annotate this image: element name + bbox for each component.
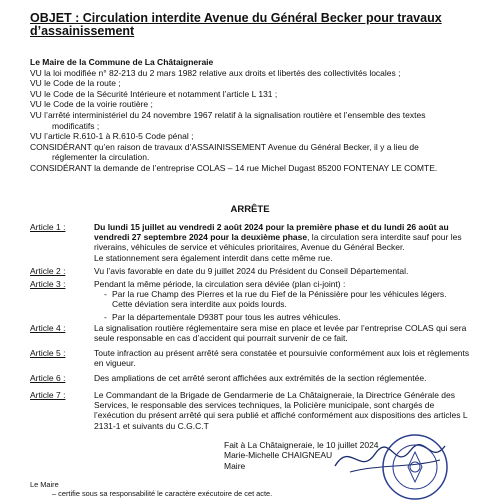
vu-line: VU le Code de la route ; bbox=[30, 78, 121, 89]
article-text: Toute infraction au présent arrêté sera constatée et poursuivie conformément aux lois et règlements en vigueur. bbox=[94, 348, 470, 369]
article-label: Article 3 : bbox=[30, 279, 66, 289]
objet-heading bbox=[30, 12, 475, 38]
vu-line: VU le Code de la Sécurité Intérieure et notamment l’article L 131 ; bbox=[30, 88, 278, 99]
article-text: Pendant la même période, la circulation sera déviée (plan ci-joint) : bbox=[94, 279, 346, 289]
list-item bbox=[104, 289, 475, 309]
article-label: Article 7 : bbox=[30, 390, 66, 400]
vu-line: VU l’arrêté interministériel du 24 novembre 1967 relatif à la signalisation routière et l’ensemble des textes bbox=[30, 109, 426, 120]
list-item-text: Cette déviation sera interdite aux poids lourds. bbox=[112, 299, 287, 310]
vu-line-cont: modificatifs ; bbox=[52, 120, 100, 131]
article-label: Article 1 : bbox=[30, 222, 66, 232]
considerant-line: CONSIDÉRANT la demande de l’entreprise COLAS – 14 rue Michel Dugast 85200 FONTENAY LE COMTE. bbox=[30, 162, 438, 173]
vu-line: VU l’article R.610-1 à R.610-5 Code pénal ; bbox=[30, 131, 194, 142]
footer-line: Le Maire bbox=[30, 480, 59, 489]
list-item-text: Par la rue Champ des Pierres et la rue du Fief de la Pénissière pour les véhicules légers. bbox=[112, 289, 447, 300]
article-7 bbox=[30, 390, 475, 431]
article-label: Article 6 : bbox=[30, 373, 66, 383]
objet-line-2: d’assainissement bbox=[30, 24, 135, 38]
arrete-title: ARRÊTE bbox=[230, 204, 270, 215]
signatory-name: Marie-Michelle CHAIGNEAU bbox=[224, 450, 333, 461]
article-text: Des ampliations de cet arrêté seront affichées aux extrémités de la section réglementée. bbox=[94, 373, 427, 383]
article-text: Le stationnement sera également interdit dans cette même rue. bbox=[94, 252, 333, 263]
article-label: Article 5 : bbox=[30, 348, 66, 358]
preamble bbox=[30, 57, 475, 174]
signatory-role: Maire bbox=[224, 460, 246, 471]
article-3 bbox=[30, 279, 475, 322]
official-stamp bbox=[380, 432, 450, 502]
article-text: Le Commandant de la Brigade de Gendarmerie de La Châtaigneraie, la Directrice Générale des Services, le responsable des services techniques, la Policière municipale, sont chargés de l’exécution du présent arrêté qui sera publié et affiché conformément aux dispositions des articles L 2131-1 et suivants du C.G.C.T bbox=[94, 390, 468, 431]
article-2 bbox=[30, 266, 475, 276]
article-text: La signalisation routière réglementaire sera mise en place et levée par l’entreprise COLAS qui sera seule responsable en cas d’accident qui pourrait survenir de ce fait. bbox=[94, 323, 467, 344]
footer bbox=[30, 480, 272, 498]
article-6 bbox=[30, 373, 475, 383]
article-label: Article 2 : bbox=[30, 266, 66, 276]
article-4 bbox=[30, 323, 475, 343]
footer-line: – certifie sous sa responsabilité le caractère exécutoire de cet acte. bbox=[52, 489, 273, 498]
article-1 bbox=[30, 222, 475, 263]
vu-line: VU la loi modifiée n° 82-213 du 2 mars 1982 relative aux droits et libertés des collectivités locales ; bbox=[30, 67, 401, 78]
maire-heading: Le Maire de la Commune de La Châtaigneraie bbox=[30, 57, 214, 67]
considerant-line: CONSIDÉRANT qu’en raison de travaux d’ASSAINISSEMENT Avenue du Général Becker, il y a lieu de bbox=[30, 141, 419, 152]
article-bold-text: Du lundi 15 juillet au vendredi 2 août 2024 pour la première phase et du lundi 26 août au vendredi 27 septembre 2024 pour la deuxième phase bbox=[94, 222, 449, 243]
vu-line: VU le Code de la voirie routière ; bbox=[30, 99, 153, 110]
article-text-rest: , la circulation sera interdite sauf pour les riverains, véhicules de service et véhicules prioritaires, Avenue du Général Becker. bbox=[94, 232, 462, 253]
article-text bbox=[94, 222, 475, 253]
article-label: Article 4 : bbox=[30, 323, 66, 333]
article-text: Vu l’avis favorable en date du 9 juillet 2024 du Président du Conseil Départemental. bbox=[94, 266, 409, 276]
place-date: Fait à La Châtaigneraie, le 10 juillet 2024 bbox=[224, 440, 379, 450]
list-item: - Par la départementale D938T pour tous les autres véhicules. bbox=[104, 312, 475, 322]
objet-line-1: OBJET : Circulation interdite Avenue du Général Becker pour travaux bbox=[30, 11, 442, 25]
considerant-line-cont: réglementer la circulation. bbox=[52, 152, 150, 163]
article-5 bbox=[30, 348, 475, 368]
